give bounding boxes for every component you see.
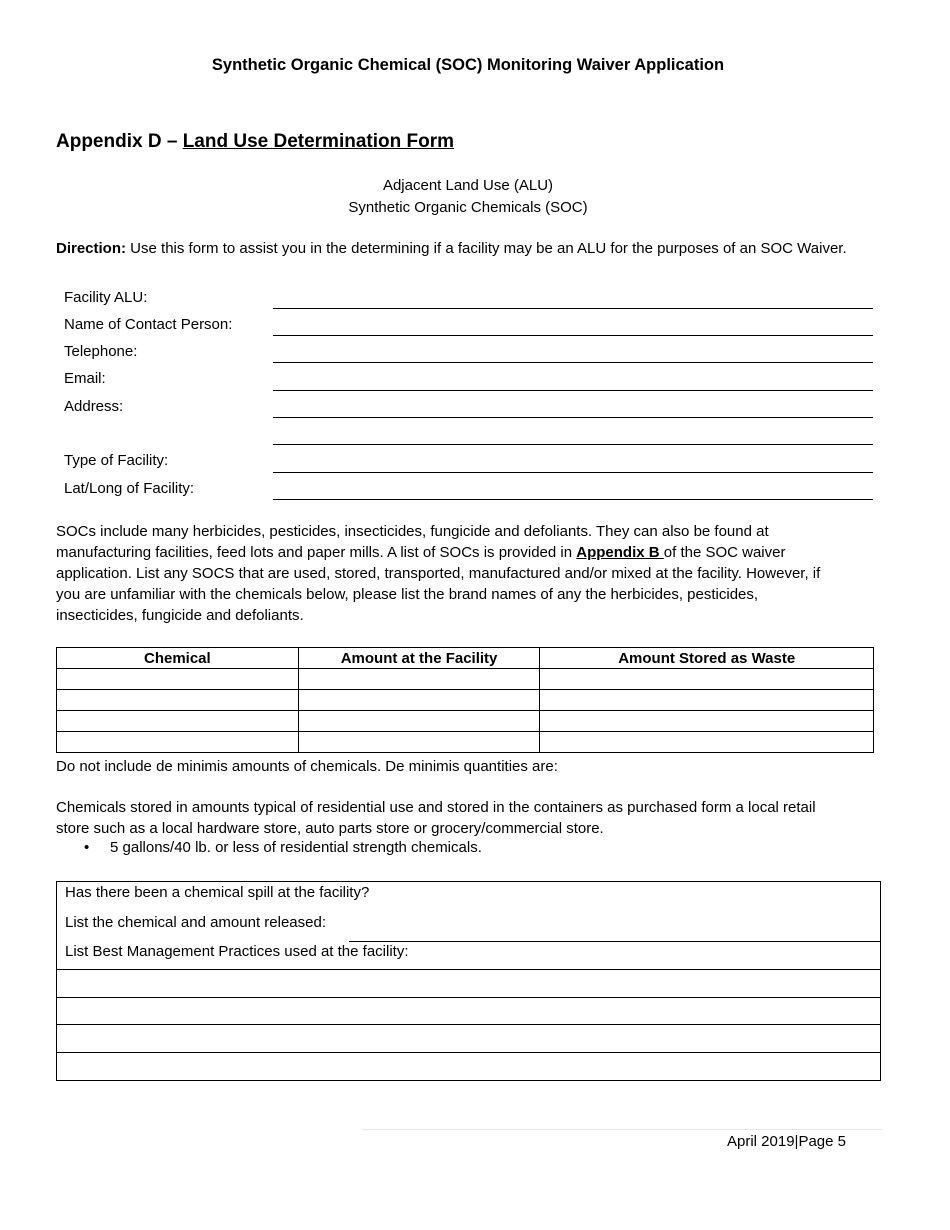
amount-cell[interactable] [298, 732, 540, 753]
direction-label: Direction: [56, 240, 127, 257]
chemical-released-field[interactable] [349, 941, 880, 942]
de-minimis-paragraph [56, 797, 878, 839]
lat-long-field[interactable] [273, 499, 873, 500]
waste-cell[interactable] [540, 732, 874, 753]
footer-divider [362, 1129, 882, 1130]
address-field-line1[interactable] [273, 417, 873, 418]
facility-alu-field[interactable] [273, 308, 873, 309]
lat-long-label: Lat/Long of Facility: [64, 480, 195, 497]
bmp-row-divider [57, 1052, 880, 1053]
telephone-field[interactable] [273, 362, 873, 363]
header-amount-at-facility: Amount at the Facility [298, 648, 540, 669]
socs-line-3: application. List any SOCS that are used, stored, transported, manufactured and/or mixed at the facility. However, if [56, 565, 821, 582]
direction-text [56, 240, 847, 257]
facility-alu-label: Facility ALU: [64, 289, 148, 306]
page-footer: April 2019|Page 5 [727, 1133, 846, 1150]
appendix-title: Land Use Determination Form [182, 131, 455, 152]
telephone-label: Telephone: [64, 343, 138, 360]
facility-type-field[interactable] [273, 472, 873, 473]
waste-cell[interactable] [540, 711, 874, 732]
socs-line-5: insecticides, fungicide and defoliants. [56, 607, 304, 624]
table-row [57, 690, 874, 711]
bmp-label: List Best Management Practices used at the facility: [65, 943, 409, 960]
socs-line-2 [56, 542, 878, 563]
appendix-prefix: Appendix D – [56, 131, 183, 152]
de-minimis-line-1: Chemicals stored in amounts typical of residential use and stored in the containers as purchased form a local retail [56, 799, 816, 816]
address-label: Address: [64, 398, 124, 415]
facility-type-label: Type of Facility: [64, 452, 169, 469]
contact-person-label: Name of Contact Person: [64, 316, 233, 333]
bmp-row-divider [57, 1024, 880, 1025]
table-row [57, 669, 874, 690]
subtitle-soc: Synthetic Organic Chemicals (SOC) [348, 199, 588, 216]
bullet-icon: • [84, 839, 90, 856]
email-label: Email: [64, 370, 106, 387]
bmp-row-divider [57, 997, 880, 998]
socs-line-2-tail: of the SOC waiver [663, 544, 786, 561]
socs-line-4: you are unfamiliar with the chemicals below, please list the brand names of any the herbicides, pesticides, [56, 586, 759, 603]
chemical-cell[interactable] [57, 690, 299, 711]
de-minimis-bullet [84, 839, 482, 856]
contact-person-field[interactable] [273, 335, 873, 336]
header-chemical: Chemical [57, 648, 299, 669]
address-field-line2[interactable] [273, 444, 873, 445]
appendix-heading [56, 131, 454, 153]
email-field[interactable] [273, 390, 873, 391]
de-minimis-line-2: store such as a local hardware store, auto parts store or grocery/commercial store. [56, 820, 604, 837]
socs-paragraph [56, 521, 878, 626]
spill-section [56, 881, 881, 1081]
table-row [57, 711, 874, 732]
chemical-cell[interactable] [57, 732, 299, 753]
socs-line-1: SOCs include many herbicides, pesticides, insecticides, fungicide and defoliants. They can also be found at [56, 523, 769, 540]
subtitle-alu: Adjacent Land Use (ALU) [382, 177, 554, 194]
table-row [57, 732, 874, 753]
amount-cell[interactable] [298, 711, 540, 732]
chemical-table [56, 647, 874, 753]
de-minimis-bullet-text: 5 gallons/40 lb. or less of residential strength chemicals. [110, 839, 482, 856]
de-minimis-intro: Do not include de minimis amounts of chemicals. De minimis quantities are: [56, 758, 558, 775]
document-header-title: Synthetic Organic Chemical (SOC) Monitoring Waiver Application [211, 56, 725, 74]
chemical-cell[interactable] [57, 669, 299, 690]
header-amount-stored-as-waste: Amount Stored as Waste [540, 648, 874, 669]
waste-cell[interactable] [540, 669, 874, 690]
socs-line-2-text: manufacturing facilities, feed lots and paper mills. A list of SOCs is provided in [56, 544, 577, 561]
amount-cell[interactable] [298, 690, 540, 711]
waste-cell[interactable] [540, 690, 874, 711]
chemical-table-header-row [57, 648, 874, 669]
bmp-row-divider [57, 969, 880, 970]
direction-body: Use this form to assist you in the determining if a facility may be an ALU for the purposes of an SOC Waiver. [126, 240, 847, 257]
appendix-b-link[interactable]: Appendix B [576, 544, 664, 561]
chemical-cell[interactable] [57, 711, 299, 732]
amount-cell[interactable] [298, 669, 540, 690]
chemical-released-label: List the chemical and amount released: [65, 914, 326, 931]
spill-question: Has there been a chemical spill at the facility? [65, 884, 370, 901]
